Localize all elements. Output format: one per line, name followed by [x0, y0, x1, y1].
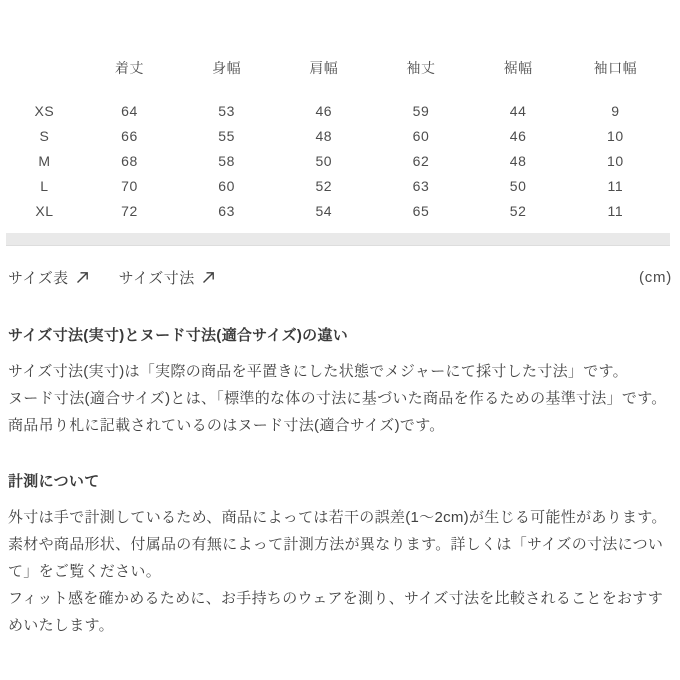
size-value: 10 — [607, 127, 624, 144]
size-spec-link-label: サイズ寸法 — [118, 270, 195, 287]
size-value: 11 — [607, 202, 624, 219]
size-value: 10 — [607, 152, 624, 169]
column-header: 袖丈 — [406, 60, 436, 76]
size-row-label: XL — [35, 202, 54, 219]
external-link-icon — [76, 271, 89, 284]
size-chart-link-label: サイズ表 — [8, 270, 69, 287]
size-chart-link[interactable] — [8, 267, 89, 288]
size-row-label: L — [40, 177, 49, 194]
size-spec-link[interactable] — [119, 267, 215, 288]
size-value: 63 — [218, 202, 235, 219]
size-value: 62 — [412, 152, 430, 169]
size-row-label: M — [38, 152, 51, 169]
size-value: 52 — [509, 202, 527, 219]
section-heading: サイズ寸法(実寸)とヌード寸法(適合サイズ)の違い — [8, 327, 349, 344]
size-value: 60 — [412, 127, 430, 144]
size-value: 52 — [315, 177, 333, 194]
table-row — [8, 148, 664, 173]
section-heading: 計測について — [8, 473, 100, 490]
section-paragraph: 外寸は手で計測しているため、商品によっては若干の誤差(1～2cm)が生じる可能性があります。 — [8, 509, 667, 526]
section-paragraph: 素材や商品形状、付属品の有無によって計測方法が異なります。詳しくは「サイズの寸法について」をご覧ください。 — [8, 536, 664, 580]
section-paragraph: ヌード寸法(適合サイズ)とは、「標準的な体の寸法に基づいた商品を作るための基準寸法」です。 — [8, 390, 667, 407]
size-value: 11 — [607, 177, 624, 194]
column-header: 着丈 — [114, 60, 145, 76]
table-row — [8, 173, 664, 198]
size-value: 46 — [509, 127, 527, 144]
size-value: 70 — [121, 177, 138, 194]
unit-label: (cm) — [639, 269, 672, 286]
size-value: 66 — [121, 127, 138, 144]
size-row-label: S — [39, 127, 50, 144]
size-value: 68 — [121, 152, 138, 169]
table-header-row — [8, 58, 664, 98]
corner-cell — [8, 58, 81, 98]
size-value: 44 — [509, 102, 527, 119]
size-value: 63 — [412, 177, 430, 194]
size-value: 55 — [218, 127, 235, 144]
column-header: 裾幅 — [503, 60, 533, 76]
size-value: 46 — [315, 102, 333, 119]
section-size-difference — [8, 324, 672, 439]
size-value: 65 — [412, 202, 430, 219]
column-header: 身幅 — [212, 60, 242, 76]
size-value: 64 — [121, 102, 138, 119]
divider-bar — [6, 233, 670, 246]
size-row-label: XS — [34, 102, 55, 119]
size-value: 72 — [121, 202, 138, 219]
table-row — [8, 198, 664, 223]
section-paragraph: 商品吊り札に記載されているのはヌード寸法(適合サイズ)です。 — [8, 417, 445, 434]
size-value: 53 — [218, 102, 235, 119]
size-value: 9 — [611, 102, 620, 119]
size-value: 60 — [218, 177, 235, 194]
table-row — [8, 98, 664, 123]
section-paragraph: フィット感を確かめるために、お手持ちのウェアを測り、サイズ寸法を比較されることをおすすめいたします。 — [8, 590, 664, 634]
size-value: 50 — [509, 177, 527, 194]
column-header: 袖口幅 — [593, 60, 638, 76]
column-header: 肩幅 — [309, 60, 339, 76]
external-link-icon — [202, 271, 215, 284]
size-value: 48 — [315, 127, 333, 144]
size-table — [8, 58, 664, 223]
size-value: 54 — [315, 202, 333, 219]
table-row — [8, 123, 664, 148]
size-value: 50 — [315, 152, 333, 169]
size-info-page — [0, 58, 680, 680]
size-value: 58 — [218, 152, 235, 169]
section-measurement — [8, 470, 672, 639]
links-row — [8, 267, 672, 288]
section-paragraph: サイズ寸法(実寸)は「実際の商品を平置きにした状態でメジャーにて採寸した寸法」です。 — [8, 363, 628, 380]
size-value: 48 — [509, 152, 527, 169]
size-value: 59 — [412, 102, 430, 119]
